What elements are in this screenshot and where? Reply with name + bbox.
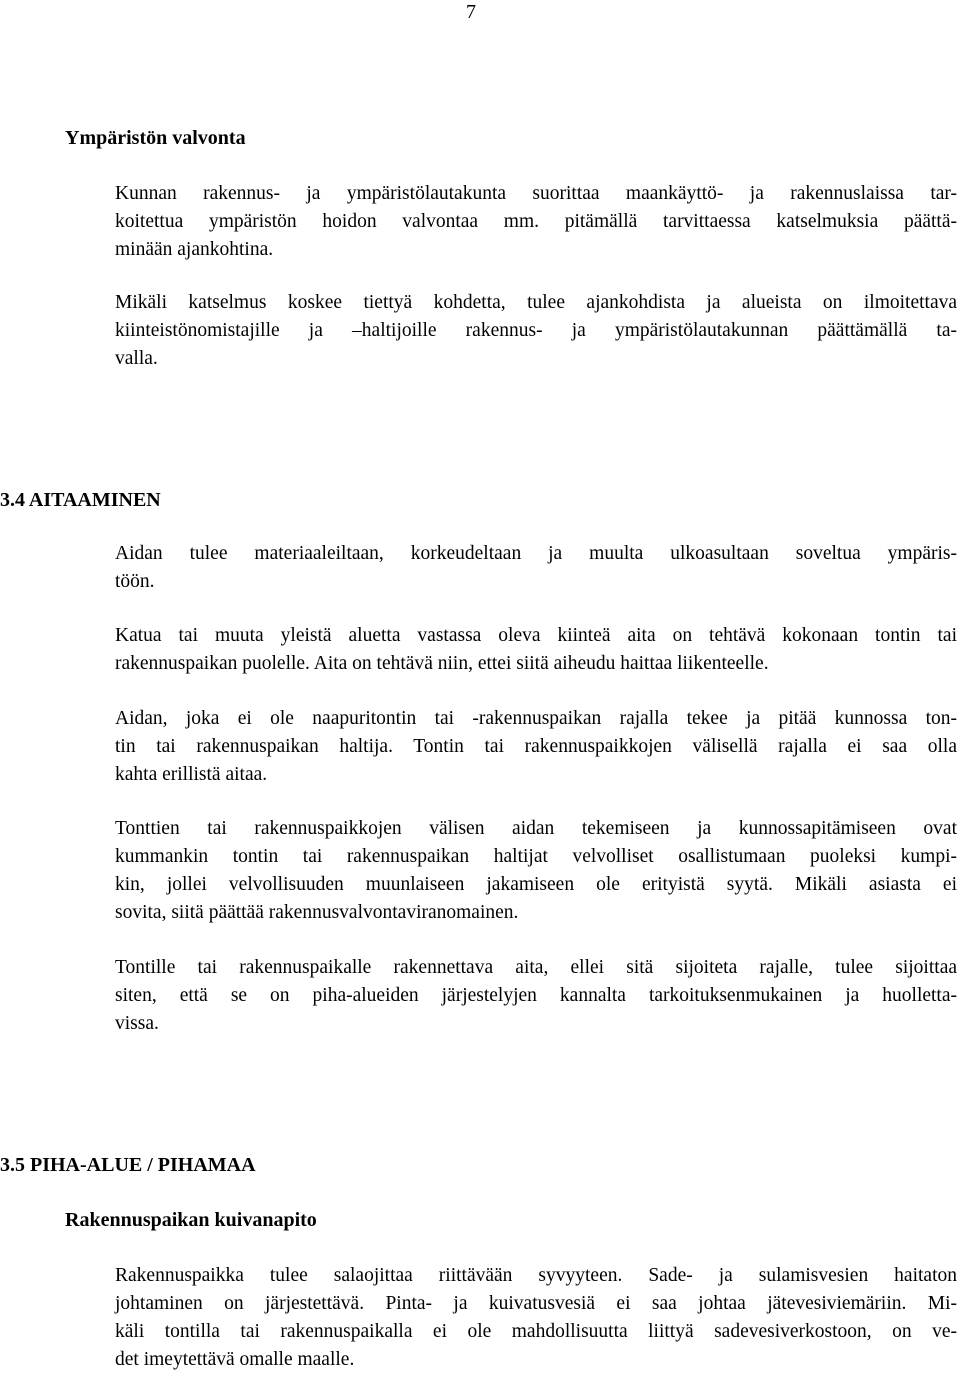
text-line: Katua tai muuta yleistä aluetta vastassa oleva kiinteä aita on tehtävä kokonaan tontin tai <box>115 625 957 646</box>
text-line: Mikäli katselmus koskee tiettyä kohdetta, tulee ajankohdista ja alueista on ilmoitettava <box>115 292 957 313</box>
text-line: kiinteistönomistajille ja –haltijoille rakennus- ja ympäristölautakunnan päättämällä ta- <box>115 320 957 341</box>
text-line: Aidan, joka ei ole naapuritontin tai -rakennuspaikan rajalla tekee ja pitää kunnossa ton- <box>115 708 957 729</box>
text-line: tin tai rakennuspaikan haltija. Tontin tai rakennuspaikkojen välisellä rajalla ei saa olla <box>115 736 957 757</box>
section-heading-3-4: 3.4 AITAAMINEN <box>0 489 161 511</box>
text-line: sovita, siitä päättää rakennusvalvontaviranomainen. <box>115 902 519 923</box>
section-heading-ymparisto: Ympäristön valvonta <box>65 127 246 149</box>
text-line: det imeytettävä omalle maalle. <box>115 1349 355 1370</box>
text-line: johtaminen on järjestettävä. Pinta- ja kuivatusvesiä ei saa johtaa jätevesiviemäriin. Mi- <box>115 1293 957 1314</box>
text-line: minään ajankohtina. <box>115 239 274 260</box>
section-heading-3-5: 3.5 PIHA-ALUE / PIHAMAA <box>0 1154 256 1176</box>
text-line: käli tontilla tai rakennuspaikalla ei ole mahdollisuutta liittyä sadevesiverkostoon, on ve- <box>115 1321 957 1342</box>
text-line: Tonttien tai rakennuspaikkojen välisen aidan tekemiseen ja kunnossapitämiseen ovat <box>115 818 957 839</box>
text-line: valla. <box>115 348 158 369</box>
text-line: Kunnan rakennus- ja ympäristölautakunta suorittaa maankäyttö- ja rakennuslaissa tar- <box>115 183 957 204</box>
text-line: rakennuspaikan puolelle. Aita on tehtävä niin, ettei siitä aiheudu haittaa liikenteelle. <box>115 653 769 674</box>
paragraph <box>115 540 957 596</box>
text-line: kin, jollei velvollisuuden muunlaiseen jakamiseen ole erityistä syytä. Mikäli asiasta ei <box>115 874 957 895</box>
text-line: töön. <box>115 571 155 592</box>
paragraph <box>115 1262 957 1374</box>
text-line: vissa. <box>115 1013 159 1034</box>
text-line: Aidan tulee materiaaleiltaan, korkeudeltaan ja muulta ulkoasultaan soveltua ympäris- <box>115 543 957 564</box>
subheading-kuivanapito: Rakennuspaikan kuivanapito <box>65 1209 317 1231</box>
text-line: Tontille tai rakennuspaikalle rakennettava aita, ellei sitä sijoiteta rajalle, tulee sijoittaa <box>115 957 957 978</box>
paragraph <box>115 705 957 789</box>
paragraph <box>115 289 957 373</box>
paragraph <box>115 622 957 678</box>
text-line: Rakennuspaikka tulee salaojittaa riittävään syvyyteen. Sade- ja sulamisvesien haitaton <box>115 1265 957 1286</box>
text-line: kummankin tontin tai rakennuspaikan haltijat velvolliset osallistumaan puoleksi kumpi- <box>115 846 957 867</box>
text-line: koitettua ympäristön hoidon valvontaa mm. pitämällä tarvittaessa katselmuksia päättä- <box>115 211 957 232</box>
paragraph <box>115 180 957 264</box>
paragraph <box>115 815 957 927</box>
text-line: siten, että se on piha-alueiden järjestelyjen kannalta tarkoituksenmukainen ja huolletta- <box>115 985 957 1006</box>
page-number: 7 <box>466 1 476 23</box>
paragraph <box>115 954 957 1038</box>
text-line: kahta erillistä aitaa. <box>115 764 268 785</box>
